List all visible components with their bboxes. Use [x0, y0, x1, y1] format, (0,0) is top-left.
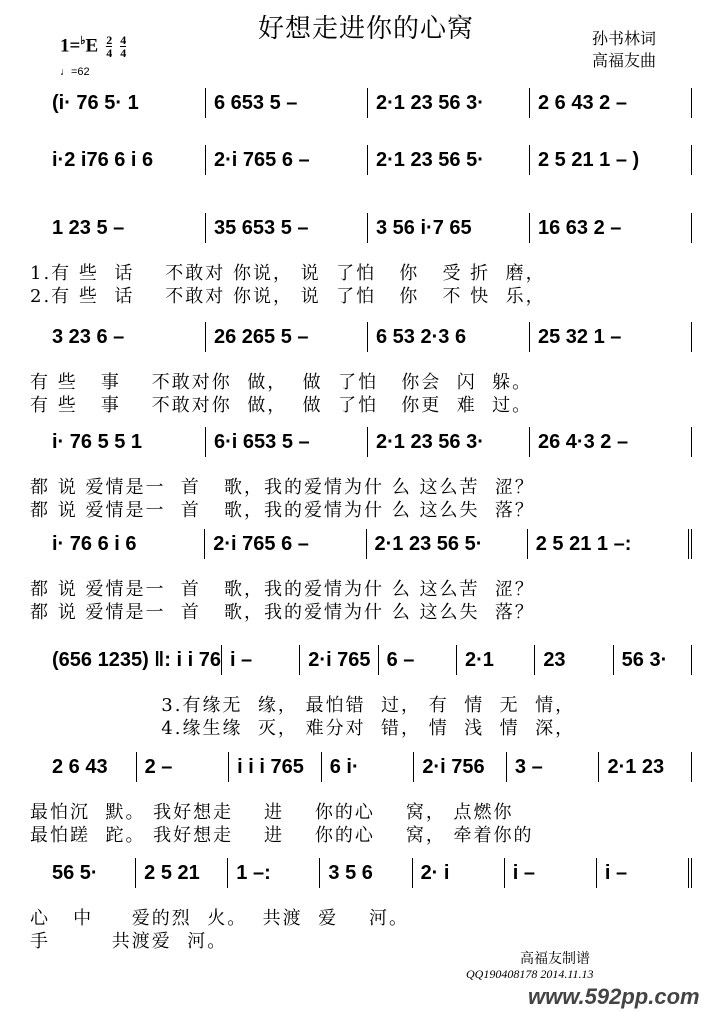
lyric-line: 最怕沉 默。 我好想走 进 你的心 窝， 点燃你 — [30, 802, 514, 823]
measure: 6 i· — [322, 752, 415, 782]
lyric-line: 都 说 爱情是一 首 歌，我的爱情为什 么 这么苦 涩？ — [30, 579, 535, 600]
lyric-line: 心 中 爱的烈 火。 共渡 爱 河。 — [30, 908, 409, 929]
measure: 1 23 5 – — [44, 213, 206, 243]
measure: 6 653 5 – — [206, 88, 368, 118]
measure: 2 5 21 1 –: — [528, 529, 692, 559]
measure: i – — [505, 858, 597, 888]
score-system — [44, 858, 692, 888]
measure: 26 265 5 – — [206, 322, 368, 352]
measure: i· 76 6 i 6 — [44, 529, 205, 559]
measure: 2 6 43 — [44, 752, 137, 782]
measure: i i i 765 — [229, 752, 322, 782]
measure: 6·i 653 5 – — [206, 427, 368, 457]
ts-top: 2 — [106, 33, 113, 48]
measure: 2 – — [137, 752, 230, 782]
score-system — [44, 213, 692, 243]
measure: 3 5 6 — [320, 858, 412, 888]
lyricist-credit: 孙书林词 — [592, 29, 657, 48]
measure: 26 4·3 2 – — [530, 427, 692, 457]
measure: 23 — [535, 645, 613, 675]
score-system — [44, 645, 692, 675]
measure: 2· i — [413, 858, 505, 888]
key-note: E — [85, 35, 99, 57]
ts-top: 4 — [120, 33, 127, 48]
measure: 2·i 756 — [414, 752, 507, 782]
lyric-line: 最怕蹉 跎。 我好想走 进 你的心 窝， 牵着你的 — [30, 825, 534, 846]
measure: 6 – — [379, 645, 457, 675]
key-signature — [60, 34, 126, 59]
measure: 2·1 23 56 5· — [368, 145, 530, 175]
measure: 2 6 43 2 – — [530, 88, 692, 118]
measure: 2·i 765 6 – — [205, 529, 366, 559]
measure: i – — [222, 645, 300, 675]
measure: 2·i 765 — [300, 645, 378, 675]
measure: 16 63 2 – — [530, 213, 692, 243]
score-system — [44, 88, 692, 118]
measure: 56 5· — [44, 858, 136, 888]
score-system — [44, 322, 692, 352]
lyric-line: 1.有 些 话 不敢对 你说， 说 了怕 你 受 折 磨， — [30, 263, 546, 284]
time-signature-4-4 — [120, 34, 126, 59]
measure: (656 1235) ‖: i i 76 — [44, 645, 222, 675]
lyric-line: 2.有 些 话 不敢对 你说， 说 了怕 你 不 快 乐， — [30, 286, 546, 307]
contact-date: QQ190408178 2014.11.13 — [466, 967, 594, 981]
measure: 3 – — [507, 752, 600, 782]
lyric-line: 有 些 事 不敢对你 做， 做 了怕 你会 闪 躲。 — [30, 372, 533, 393]
measure: 25 32 1 – — [530, 322, 692, 352]
transcriber-credit: 高福友制谱 — [520, 951, 590, 967]
measure: i – — [597, 858, 692, 888]
ts-bottom: 4 — [106, 46, 113, 61]
ts-bottom: 4 — [120, 46, 127, 61]
measure: 2·1 23 — [599, 752, 692, 782]
measure: 2·i 765 6 – — [206, 145, 368, 175]
measure: 2·1 23 56 3· — [368, 427, 530, 457]
measure: 2 5 21 1 – ) — [530, 145, 692, 175]
measure: 3 56 i·7 65 — [368, 213, 530, 243]
time-signature-2-4 — [106, 34, 112, 59]
flat-icon: ♭ — [80, 35, 86, 47]
score-system — [44, 145, 692, 175]
measure: 2·1 23 56 3· — [368, 88, 530, 118]
measure: 35 653 5 – — [206, 213, 368, 243]
measure: i·2 i76 6 i 6 — [44, 145, 206, 175]
measure: 3 23 6 – — [44, 322, 206, 352]
measure: i· 76 5 5 1 — [44, 427, 206, 457]
lyric-line: 3.有缘无 缘， 最怕错 过， 有 情 无 情， — [30, 695, 576, 716]
lyric-line: 4.缘生缘 灭， 难分对 错， 情 浅 情 深， — [30, 718, 576, 739]
lyric-line: 手 共渡爱 河。 — [30, 931, 228, 952]
measure: 1 –: — [228, 858, 320, 888]
measure: (i· 76 5· 1 — [44, 88, 206, 118]
lyric-line: 有 些 事 不敢对你 做， 做 了怕 你更 难 过。 — [30, 395, 533, 416]
lyric-line: 都 说 爱情是一 首 歌，我的爱情为什 么 这么失 落？ — [30, 602, 535, 623]
website-watermark: www.592pp.com — [528, 984, 700, 1009]
composer-credit: 高福友曲 — [592, 51, 657, 70]
score-system — [44, 427, 692, 457]
key-label: 1= — [60, 35, 81, 57]
measure: 56 3· — [614, 645, 692, 675]
lyric-line: 都 说 爱情是一 首 歌，我的爱情为什 么 这么失 落？ — [30, 500, 535, 521]
tempo-marking: ♩=62 — [60, 66, 90, 78]
measure: 2·1 — [457, 645, 535, 675]
measure: 2·1 23 56 5· — [367, 529, 528, 559]
lyric-line: 都 说 爱情是一 首 歌，我的爱情为什 么 这么苦 涩？ — [30, 477, 535, 498]
measure: 6 53 2·3 6 — [368, 322, 530, 352]
score-system — [44, 529, 692, 559]
score-system — [44, 752, 692, 782]
measure: 2 5 21 — [136, 858, 228, 888]
song-title: 好想走进你的心窝 — [258, 14, 475, 44]
